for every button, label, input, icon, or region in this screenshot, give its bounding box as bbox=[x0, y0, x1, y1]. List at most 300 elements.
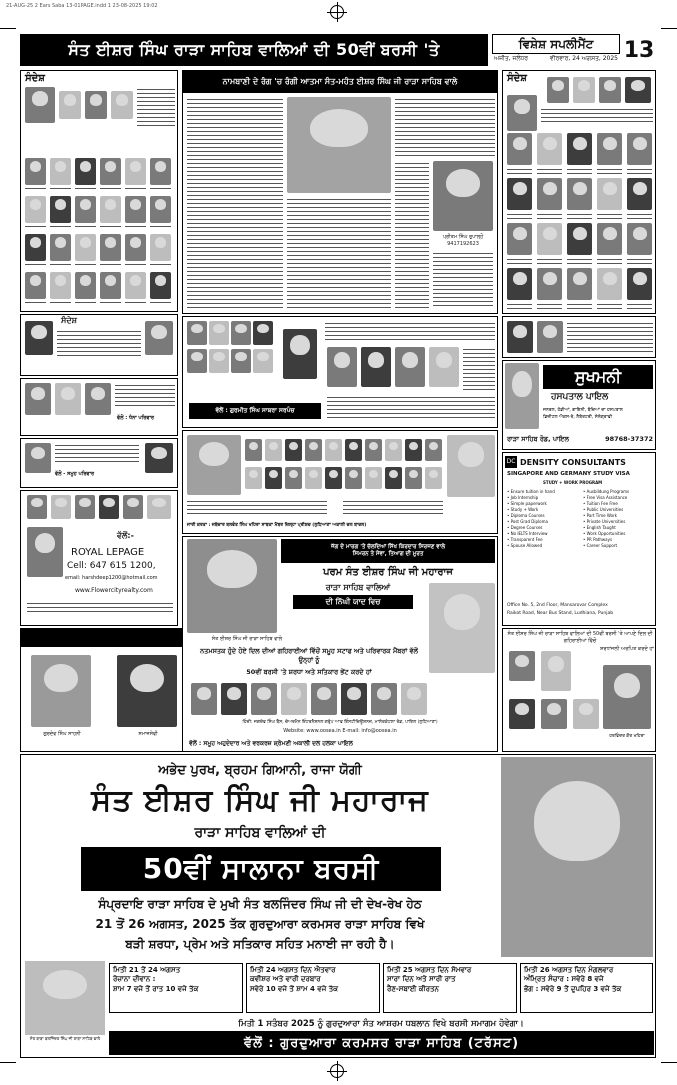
article-headline: ਨਾਮਬਾਣੀ ਦੇ ਰੰਗ 'ਚ ਰੰਗੀ ਆਤਮਾ ਸੰਤ-ਮਹੰਤ ਈਸ਼ਰ ਸਿੰਘ ਜੀ ਰਾੜਾ ਸਾਹਿਬ ਵਾਲੇ bbox=[222, 77, 458, 86]
photo-caption-lines bbox=[537, 167, 562, 174]
message-text bbox=[327, 395, 495, 421]
page-title: ਸੰਤ ਈਸ਼ਰ ਸਿੰਘ ਰਾੜਾ ਸਾਹਿਬ ਵਾਲਿਆਂ ਦੀ 50ਵੀਂ ਬਰਸੀ 'ਤੇ bbox=[20, 34, 488, 66]
cell-number: Cell: 647 615 1200, bbox=[67, 561, 156, 571]
portrait-photo bbox=[50, 234, 71, 261]
portrait-photo bbox=[597, 223, 622, 255]
param-memory-text: ਦੀ ਨਿੱਘੀ ਯਾਦ ਵਿਚ bbox=[325, 597, 381, 606]
author-phone: 9417192623 bbox=[447, 241, 479, 247]
event-date: ਮਿਤੀ 24 ਅਗਸਤ ਦਿਨ ਐਤਵਾਰ bbox=[250, 966, 336, 974]
event-date: ਮਿਤੀ 25 ਅਗਸਤ ਦਿਨ ਸੋਮਵਾਰ bbox=[387, 966, 472, 974]
feature-item: • Private Universities bbox=[583, 519, 626, 524]
vallon-label: ਵੱਲੋਂ : ਗੁਰਮੀਤ ਸਿੰਘ ਸਾਬਰਾ ਸਰਪੰਚ bbox=[215, 407, 295, 414]
hospital-address: ਰਾੜਾ ਸਾਹਿਬ ਰੋਡ, ਪਾਇਲ bbox=[507, 435, 569, 443]
vallon-label: ਵੱਲੋਂ - ਸਮੂਹ ਪਰਿਵਾਰ bbox=[55, 471, 95, 477]
photo-caption-lines bbox=[597, 257, 622, 264]
portrait-photo bbox=[425, 439, 442, 461]
portrait-photo bbox=[627, 178, 652, 210]
feature-item: • PR Pathways bbox=[583, 537, 613, 542]
feature-item: • Free Visa Assistance bbox=[583, 495, 628, 500]
registration-mark-bottom bbox=[330, 1064, 344, 1078]
portrait-photo bbox=[75, 272, 96, 299]
feature-item: • Spouse Allowed bbox=[507, 543, 543, 548]
portrait-photo bbox=[75, 158, 96, 185]
portrait-photo bbox=[187, 321, 207, 345]
hospital-services-2: ਡਿਜ਼ੀਟਲ ਐਕਸ-ਰੇ, ਲੈਬੋਰਟਰੀ, ਸੋਨੋਗ੍ਰਾਫੀ bbox=[543, 415, 613, 420]
event-box-1 bbox=[109, 963, 243, 1013]
photo-caption-lines bbox=[507, 167, 532, 174]
portrait-photo bbox=[147, 495, 171, 519]
portrait-photo bbox=[25, 272, 46, 299]
photo-caption-lines bbox=[597, 167, 622, 174]
ad-footer-text: ਵੱਲੋਂ : ਗੁਰਦੁਆਰਾ ਕਰਮਸਰ ਰਾੜਾ ਸਾਹਿਬ (ਟਰੱਸਟ) bbox=[243, 1035, 520, 1051]
gurmeet-tribute-box bbox=[182, 316, 498, 428]
vallon-strip bbox=[189, 403, 321, 419]
portrait-photo bbox=[627, 268, 652, 300]
param-body-2: 50ਵੀਂ ਬਰਸੀ 'ਤੇ ਸ਼ਰਧਾ ਅਤੇ ਸਤਿਕਾਰ ਭੇਂਟ ਕਰਦੇ ਹਾਂ bbox=[246, 668, 372, 676]
registration-mark-top bbox=[330, 5, 344, 19]
date-label: ਵੀਰਵਾਰ, 24 ਅਗਸਤ, 2025 bbox=[549, 55, 618, 62]
portrait-photo bbox=[507, 133, 532, 165]
portrait-photo bbox=[125, 234, 146, 261]
message-text bbox=[567, 321, 653, 353]
portrait-photo bbox=[27, 495, 47, 519]
portrait-photo bbox=[599, 77, 621, 103]
photo-caption-lines bbox=[150, 224, 171, 230]
portrait-photo bbox=[537, 178, 562, 210]
message-text bbox=[115, 383, 175, 407]
photo-caption-lines bbox=[50, 300, 71, 306]
portrait-photo bbox=[145, 321, 173, 355]
param-body: ਨਤਮਸਤਕ ਹੁੰਦੇ ਹੋਏ ਦਿਲ ਦੀਆਂ ਗਹਿਰਾਈਆਂ ਵਿੱਚੋਂ ਸਮੂਹ ਸਟਾਫ ਅਤੇ ਪਰਿਵਾਰਕ ਮੈਂਬਰਾਂ ਵੱਲੋਂ ਉਨ੍ਹਾਂ ਨੂੰ bbox=[200, 647, 418, 664]
feature-item: • Diploma Courses bbox=[507, 513, 545, 518]
portrait-photo bbox=[627, 133, 652, 165]
photo-caption-lines bbox=[75, 224, 96, 230]
page-number: 13 bbox=[623, 37, 655, 63]
author-photo bbox=[433, 161, 493, 231]
portrait-photo bbox=[31, 655, 91, 727]
portrait-photo bbox=[85, 383, 111, 415]
photo-caption-lines bbox=[50, 224, 71, 230]
portrait-photo bbox=[327, 347, 357, 387]
feature-item: • Ausbildung Programs bbox=[583, 489, 630, 494]
hospital-title: ਸੁਖਮਨੀ bbox=[574, 367, 622, 386]
company-name: ROYAL LEPAGE bbox=[71, 547, 145, 558]
portrait-photo bbox=[345, 467, 362, 489]
portrait-photo bbox=[100, 234, 121, 261]
portrait-photo bbox=[27, 527, 63, 577]
photo-caption-lines bbox=[125, 300, 146, 306]
photo-caption-lines bbox=[567, 212, 592, 219]
vallon-label: ਵੱਲੋਂ : ਧੰਨਾ ਪਰਿਵਾਰ bbox=[117, 415, 155, 421]
event-box-2 bbox=[246, 963, 380, 1013]
photo-caption-lines bbox=[597, 302, 622, 309]
main-article bbox=[182, 70, 498, 314]
portrait-photo bbox=[509, 699, 535, 729]
portrait-photo bbox=[281, 683, 307, 715]
portrait-photo bbox=[537, 268, 562, 300]
portrait-photo bbox=[537, 223, 562, 255]
hospital-services: ਜਨਰਲ, ਹੱਡੀਆਂ, ਗਾਇਨੀ, ਬੱਚਿਆਂ ਦਾ ਹਸਪਤਾਲ bbox=[543, 408, 623, 413]
portrait-photo bbox=[541, 699, 567, 729]
article-headline-bar bbox=[183, 71, 497, 93]
portrait-photo bbox=[627, 223, 652, 255]
param-website: Website: www.oosea.in E-mail: info@oosea.in bbox=[283, 728, 397, 734]
photo-caption-lines bbox=[100, 300, 121, 306]
feature-item: • Tuition Fee Free bbox=[583, 501, 618, 506]
portrait-photo bbox=[125, 196, 146, 223]
portrait-photo bbox=[51, 495, 71, 519]
hospital-subtitle: ਹਸਪਤਾਲ ਪਾਇਲ bbox=[551, 392, 609, 402]
param-footer: ਹਿੰਦੀ: ਜਗਦੇਵ ਸਿੰਘ ਬੈਂਸ, ਚੇਅਰਮੈਨ ਇੰਟਰਨੈਸ਼ਨਲ ਗਰੁੱਪ ਆਫ ਇੰਸਟੀਚਿਊਸ਼ਨਜ਼, ਮਾਲੇਰਕੋਟਲਾ ਰੋਡ, ਪਾਇਲ (ਲੁਧਿਆਣਾ) bbox=[242, 720, 438, 725]
portrait-photo bbox=[150, 272, 171, 299]
left-family-box-2 bbox=[20, 438, 178, 488]
density-subtitle: SINGAPORE AND GERMANY STUDY VISA bbox=[507, 471, 630, 477]
portrait-photo bbox=[507, 321, 533, 353]
photo-caption-lines bbox=[627, 302, 652, 309]
ad-line-1: ਅਭੇਦ ਪੁਰਖ, ਬ੍ਰਹਮ ਗਿਆਨੀ, ਰਾਜਾ ਯੋਗੀ bbox=[158, 763, 362, 778]
crop-mark bbox=[661, 1062, 677, 1063]
ad-title: ਸੰਤ ਈਸ਼ਰ ਸਿੰਘ ਜੀ ਮਹਾਰਾਜ bbox=[91, 783, 429, 818]
portrait-photo bbox=[311, 683, 337, 715]
portrait-photo bbox=[25, 383, 51, 415]
portrait-photo bbox=[365, 439, 382, 461]
portrait-photo bbox=[507, 223, 532, 255]
feature-item: • English Taught bbox=[583, 525, 616, 530]
portrait-photo bbox=[59, 91, 81, 119]
param-memory-bar bbox=[293, 595, 413, 609]
event-box-4 bbox=[520, 963, 653, 1013]
photo-caption-lines bbox=[75, 300, 96, 306]
portrait-photo bbox=[221, 683, 247, 715]
bottom-caption: ਹਰਵਿੰਦਰ ਕੌਰ ਖਹਿਰਾ bbox=[609, 734, 645, 739]
portrait-photo bbox=[385, 439, 402, 461]
article-column bbox=[287, 197, 391, 309]
event-title: ਰੋਜ਼ਾਨਾ ਦੀਵਾਨ : bbox=[113, 975, 156, 984]
portrait-photo bbox=[597, 268, 622, 300]
sukhmani-hospital-ad bbox=[502, 360, 656, 450]
event-box-3 bbox=[383, 963, 517, 1013]
saint-photo bbox=[187, 539, 277, 633]
portrait-photo bbox=[603, 665, 651, 729]
portrait-photo bbox=[245, 439, 262, 461]
article-column bbox=[433, 251, 493, 309]
portrait-photo bbox=[507, 178, 532, 210]
ad-desc-3: ਬੜੀ ਸ਼ਰਧਾ, ਪ੍ਰੇਮ ਅਤੇ ਸਤਿਕਾਰ ਸਹਿਤ ਮਨਾਈ ਜਾ ਰਹੀ ਹੈ। bbox=[125, 937, 395, 951]
feature-item: • Public Universities bbox=[583, 507, 624, 512]
photo-caption-lines bbox=[567, 167, 592, 174]
sandesh-heading: ਸੰਦੇਸ਼ bbox=[61, 316, 77, 325]
param-sant-box bbox=[182, 536, 498, 752]
jathedar-tribute-box bbox=[182, 430, 498, 534]
portrait-photo bbox=[265, 467, 282, 489]
portrait-photo bbox=[100, 272, 121, 299]
event-title: ਸਾਰਾ ਦਿਨ ਅਤੇ ਸਾਰੀ ਰਾਤ bbox=[387, 975, 456, 984]
portrait-photo bbox=[371, 683, 397, 715]
photo-caption-lines bbox=[627, 257, 652, 264]
photo-caption-lines bbox=[25, 224, 46, 230]
portrait-photo bbox=[507, 268, 532, 300]
sandesh-heading: ਸੰਦੇਸ਼ bbox=[507, 73, 527, 84]
portrait-photo bbox=[345, 439, 362, 461]
density-title: DENSITY CONSULTANTS bbox=[520, 457, 626, 467]
portrait-photo bbox=[25, 234, 46, 261]
portrait-photo bbox=[573, 699, 599, 729]
portrait-photo bbox=[447, 435, 495, 497]
portrait-photo bbox=[305, 467, 322, 489]
left-photo-grid bbox=[20, 154, 178, 312]
feature-item: • Transparent Fee bbox=[507, 537, 543, 542]
param-title: ਪਰਮ ਸੰਤ ਈਸ਼ਰ ਸਿੰਘ ਜੀ ਮਹਾਰਾਜ bbox=[323, 567, 453, 578]
portrait-photo bbox=[567, 133, 592, 165]
portrait-photo bbox=[191, 683, 217, 715]
left-sandesh-box-2 bbox=[20, 314, 178, 376]
event-time: ਸਵੇਰੇ 10 ਵਜੇ ਤੋਂ ਸ਼ਾਮ 4 ਵਜੇ ਤੱਕ bbox=[250, 984, 338, 993]
barsi-right-text-2: ਸ਼ਰਧਾਂਜਲੀ ਅਰਪਿਤ ਕਰਦੇ ਹਾਂ bbox=[600, 646, 654, 652]
event-time: ਭੋਗ : ਸਵੇਰੇ 9 ਤੋਂ ਦੁਪਹਿਰ 3 ਵਜੇ ਤੱਕ bbox=[524, 984, 622, 993]
photo-caption-lines bbox=[100, 224, 121, 230]
supplement-label: ਵਿਸ਼ੇਸ਼ ਸਪਲੀਮੈਂਟ bbox=[492, 34, 620, 54]
hospital-contact-row bbox=[507, 435, 653, 444]
barsi-main-ad bbox=[20, 754, 656, 1058]
ad-subtitle: ਰਾੜਾ ਸਾਹਿਬ ਵਾਲਿਆਂ ਦੀ bbox=[194, 825, 326, 841]
feature-item: • Work Opportunities bbox=[583, 531, 626, 536]
saint-blessing-photo bbox=[501, 757, 653, 957]
event-title: ਕਵੀਸ਼ਰ ਅਤੇ ਵਾਰੀ ਦਰਬਾਰ bbox=[250, 975, 321, 984]
photo-caption-lines bbox=[75, 186, 96, 192]
density-address-2: Raikot Road, Near Bus Stand, Ludhiana, Punjab bbox=[507, 611, 614, 616]
portrait-caption: ਸਮਾਜਸੇਵੀ bbox=[138, 731, 158, 737]
photo-caption-lines bbox=[537, 302, 562, 309]
photo-caption-lines bbox=[597, 212, 622, 219]
portrait-photo bbox=[125, 158, 146, 185]
city-label: ਅਜੀਤ, ਜਲੰਧਰ bbox=[494, 55, 529, 62]
param-caption: ਸੰਤ ਈਸ਼ਰ ਸਿੰਘ ਜੀ ਰਾੜਾ ਸਾਹਿਬ ਵਾਲੇ bbox=[211, 636, 283, 642]
feature-item: • Post Grad Diploma bbox=[507, 519, 548, 524]
portrait-photo bbox=[50, 272, 71, 299]
author-caption: ਪ੍ਰੀਤਮ ਸਿੰਘ ਰੁਪਾਲ੍ਹੋਂ bbox=[442, 234, 484, 240]
portrait-photo bbox=[429, 347, 459, 387]
left-portraits-box bbox=[20, 628, 198, 752]
photo-caption-lines bbox=[150, 186, 171, 192]
portrait-photo bbox=[285, 467, 302, 489]
hospital-phone: 98768-37372 bbox=[605, 435, 653, 443]
vallon-label: ਵੱਲੋਂ : ਸਮੂਹ ਅਹੁਦੇਦਾਰ ਅਤੇ ਵਰਕਰਜ਼ ਸ਼੍ਰੋਮਣੀ ਅਕਾਲੀ ਦਲ ਹਲਕਾ ਪਾਇਲ bbox=[189, 740, 353, 747]
portrait-photo bbox=[597, 178, 622, 210]
portrait-photo bbox=[429, 583, 495, 673]
portrait-photo bbox=[253, 349, 273, 373]
message-text bbox=[343, 499, 443, 517]
portrait-photo bbox=[361, 347, 391, 387]
feature-item: • Ensure tuition in hand bbox=[507, 489, 555, 494]
left-portrait-caption: ਸੰਤ ਬਾਬਾ ਬਲਜਿੰਦਰ ਸਿੰਘ ਜੀ ਰਾੜਾ ਸਾਹਿਬ ਵਾਲੇ bbox=[29, 1036, 101, 1041]
crop-mark bbox=[0, 1062, 16, 1063]
portrait-photo bbox=[341, 683, 367, 715]
vallon-label: ਵੱਲੋਂ:- bbox=[117, 531, 134, 540]
photo-caption-lines bbox=[567, 257, 592, 264]
portrait-photo bbox=[401, 683, 427, 715]
feature-item: • Simple paperwork bbox=[507, 501, 547, 506]
portrait-photo bbox=[385, 467, 402, 489]
param-line-2: ਸਿਮਰਨ ਤੇ ਸੇਵਾ, ਤਿਆਗ ਦੀ ਮੂਰਤ bbox=[352, 551, 424, 557]
ad-barsi-bar bbox=[81, 847, 441, 891]
portrait-photo bbox=[283, 329, 317, 379]
portrait-photo bbox=[100, 158, 121, 185]
portrait-photo bbox=[405, 439, 422, 461]
portrait-photo bbox=[145, 443, 173, 473]
portrait-photo bbox=[537, 133, 562, 165]
portrait-photo bbox=[150, 234, 171, 261]
event-title: ਅੰਮ੍ਰਿਤ ਸੰਚਾਰ : ਸਵੇਰੇ 8 ਵਜੇ bbox=[524, 975, 604, 984]
portrait-photo bbox=[425, 467, 442, 489]
event-date: ਮਿਤੀ 26 ਅਗਸਤ ਦਿਨ ਮੰਗਲਵਾਰ bbox=[524, 966, 614, 974]
portrait-photo bbox=[50, 196, 71, 223]
photo-caption-lines bbox=[100, 186, 121, 192]
message-text bbox=[463, 347, 495, 391]
portrait-photo bbox=[567, 223, 592, 255]
event-time: ਸ਼ਾਮ 7 ਵਜੇ ਤੋਂ ਰਾਤ 10 ਵਜੇ ਤੱਕ bbox=[113, 984, 199, 993]
hospital-title-bar bbox=[543, 365, 653, 389]
portrait-photo bbox=[567, 268, 592, 300]
photo-caption-lines bbox=[25, 262, 46, 268]
photo-caption-lines bbox=[25, 300, 46, 306]
event-time: ਰੈਣ-ਸਬਾਈ ਕੀਰਤਨ bbox=[387, 984, 439, 993]
photo-caption-lines bbox=[50, 186, 71, 192]
portrait-photo bbox=[25, 196, 46, 223]
newspaper-page bbox=[20, 34, 658, 1058]
baljinder-singh-photo bbox=[25, 961, 105, 1035]
ad-desc-1: ਸੰਪ੍ਰਦਾਇ ਰਾੜਾ ਸਾਹਿਬ ਦੇ ਮੁਖੀ ਸੰਤ ਬਲਜਿੰਦਰ ਸਿੰਘ ਜੀ ਦੀ ਦੇਖ-ਰੇਖ ਹੇਠ bbox=[98, 897, 422, 911]
photo-caption-lines bbox=[100, 262, 121, 268]
website: www.Flowercityrealty.com bbox=[75, 587, 153, 594]
portrait-photo bbox=[123, 495, 143, 519]
ad-barsi-text: 50ਵੀਂ ਸਾਲਾਨਾ ਬਰਸੀ bbox=[142, 852, 380, 885]
photo-caption-lines bbox=[125, 186, 146, 192]
royal-lepage-ad bbox=[20, 490, 178, 626]
feature-item: • No IELTS Interview bbox=[507, 531, 548, 536]
portrait-photo bbox=[25, 321, 53, 355]
header-strip bbox=[21, 629, 197, 647]
photo-caption-lines bbox=[125, 262, 146, 268]
portrait-photo bbox=[541, 651, 571, 691]
ad-desc-2: 21 ਤੋਂ 26 ਅਗਸਤ, 2025 ਤੱਕ ਗੁਰਦੁਆਰਾ ਕਰਮਸਰ ਰਾੜਾ ਸਾਹਿਬ ਵਿਖੇ bbox=[95, 917, 425, 931]
density-logo-icon: DC bbox=[505, 456, 517, 468]
param-line-1: ਜੱਗ ਦੇ ਮਾਰਗ 'ਤੇ ਚੱਲਦਿਆਂ ਸਿੱਖ ਕਿਰਦਾਰ ਸਿਰਜਣ ਵਾਲੇ bbox=[330, 544, 446, 550]
param-subtitle: ਰਾੜਾ ਸਾਹਿਬ ਵਾਲਿਆਂ bbox=[325, 583, 391, 592]
message-text bbox=[541, 107, 653, 125]
portrait-photo bbox=[25, 158, 46, 185]
feature-item: • Career Support bbox=[583, 543, 618, 548]
density-features-left bbox=[507, 489, 579, 549]
param-header-bar bbox=[281, 539, 495, 563]
crop-mark bbox=[0, 28, 16, 29]
portrait-photo bbox=[253, 321, 273, 345]
portrait-photo bbox=[99, 495, 119, 519]
portrait-photo bbox=[100, 196, 121, 223]
portrait-photo bbox=[325, 439, 342, 461]
photo-caption-lines bbox=[537, 212, 562, 219]
saint-meditating-photo bbox=[287, 97, 391, 193]
photo-caption-lines bbox=[50, 262, 71, 268]
article-column bbox=[187, 97, 283, 309]
message-text bbox=[27, 601, 173, 615]
right-barsi-box bbox=[502, 628, 656, 752]
feature-item: • Job Internship bbox=[507, 495, 539, 500]
portrait-photo bbox=[537, 321, 563, 353]
photo-caption-lines bbox=[567, 302, 592, 309]
portrait-photo bbox=[75, 495, 95, 519]
event-date: ਮਿਤੀ 21 ਤੋਂ 24 ਅਗਸਤ bbox=[113, 966, 181, 974]
printer-slug: 21-AUG-25 2 Ears Saba 13-01PAGE.indd 1 23-08-2025 19:02 bbox=[6, 3, 158, 9]
article-column bbox=[395, 161, 429, 309]
portrait-photo bbox=[50, 158, 71, 185]
photo-caption-lines bbox=[25, 186, 46, 192]
density-consultants-ad bbox=[502, 452, 656, 626]
portrait-photo bbox=[405, 467, 422, 489]
photo-caption-lines bbox=[125, 224, 146, 230]
portrait-photo bbox=[251, 683, 277, 715]
portrait-photo bbox=[209, 321, 229, 345]
message-text bbox=[137, 87, 175, 129]
portrait-photo bbox=[25, 443, 51, 473]
ad-footer-bar bbox=[109, 1031, 654, 1055]
photo-caption-lines bbox=[507, 212, 532, 219]
photo-caption-lines bbox=[507, 257, 532, 264]
photo-caption-lines bbox=[507, 302, 532, 309]
portrait-photo bbox=[150, 158, 171, 185]
photo-caption-lines bbox=[537, 257, 562, 264]
density-features-right bbox=[583, 489, 655, 549]
portrait-photo bbox=[597, 133, 622, 165]
portrait-photo bbox=[573, 77, 595, 103]
right-tribute-small bbox=[502, 316, 656, 358]
photo-caption-lines bbox=[627, 167, 652, 174]
portrait-photo bbox=[625, 77, 651, 103]
saint-photo bbox=[187, 435, 241, 495]
feature-item: • Degree Courses bbox=[507, 525, 543, 530]
dateline bbox=[492, 55, 620, 66]
message-text bbox=[187, 499, 327, 517]
portrait-photo bbox=[325, 467, 342, 489]
portrait-photo bbox=[567, 178, 592, 210]
ad-notice: ਮਿਤੀ 1 ਸਤੰਬਰ 2025 ਨੂੰ ਗੁਰਦੁਆਰਾ ਸੰਤ ਆਸ਼ਰਮ ਧਬਲਾਨ ਵਿਖੇ ਬਰਸੀ ਸਮਾਗਮ ਹੋਵੇਗਾ। bbox=[238, 1019, 524, 1029]
density-address: Office No. 5, 2nd Floor, Mansarovar Complex bbox=[507, 603, 608, 608]
email-address: email: harshdeep1200@hotmail.com bbox=[65, 575, 158, 581]
photo-caption-lines bbox=[150, 300, 171, 306]
portrait-photo bbox=[85, 91, 107, 119]
issuer-label: ਜਾਰੀ ਕਰਤਾ : ਜਥੇਦਾਰ ਬਲਵੰਤ ਸਿੰਘ ਖਹਿਰਾ ਸਾਬਕਾ ਮੈਂਬਰ ਜ਼ਿਲ੍ਹਾ ਪ੍ਰੀਸ਼ਦ (ਲੁਧਿਆਣਾ ਅਕਾਲੀ ਦਲ ਬਾਦਲ) bbox=[187, 523, 367, 528]
density-work: STUDY + WORK PROGRAM bbox=[543, 480, 603, 485]
article-column bbox=[395, 97, 495, 157]
photo-caption-lines bbox=[150, 262, 171, 268]
portrait-photo bbox=[231, 321, 251, 345]
portrait-caption: ਗੁਰਦੇਵ ਸਿੰਘ ਸਾਹਨੀ bbox=[43, 731, 81, 737]
portrait-photo bbox=[125, 272, 146, 299]
photo-caption-lines bbox=[627, 212, 652, 219]
barsi-right-text: ਸੰਤ ਈਸ਼ਰ ਸਿੰਘ ਜੀ ਰਾੜਾ ਸਾਹਿਬ ਵਾਲਿਆਂ ਦੀ 50ਵੀਂ ਬਰਸੀ 'ਤੇ ਆਪਣੇ ਦਿਲ ਦੀ ਗਹਿਰਾਈਆਂ ਵਿੱਚੋਂ bbox=[507, 631, 653, 644]
portrait-photo bbox=[150, 196, 171, 223]
photo-caption-lines bbox=[75, 262, 96, 268]
portrait-photo bbox=[25, 87, 55, 123]
tribute-heading-text bbox=[325, 321, 495, 343]
right-sandesh-box bbox=[502, 70, 656, 314]
portrait-photo bbox=[209, 349, 229, 373]
portrait-photo bbox=[75, 196, 96, 223]
feature-item: • Study + Work bbox=[507, 507, 539, 512]
portrait-photo bbox=[231, 349, 251, 373]
crop-mark bbox=[661, 28, 677, 29]
portrait-photo bbox=[55, 383, 81, 415]
message-text bbox=[57, 329, 141, 359]
